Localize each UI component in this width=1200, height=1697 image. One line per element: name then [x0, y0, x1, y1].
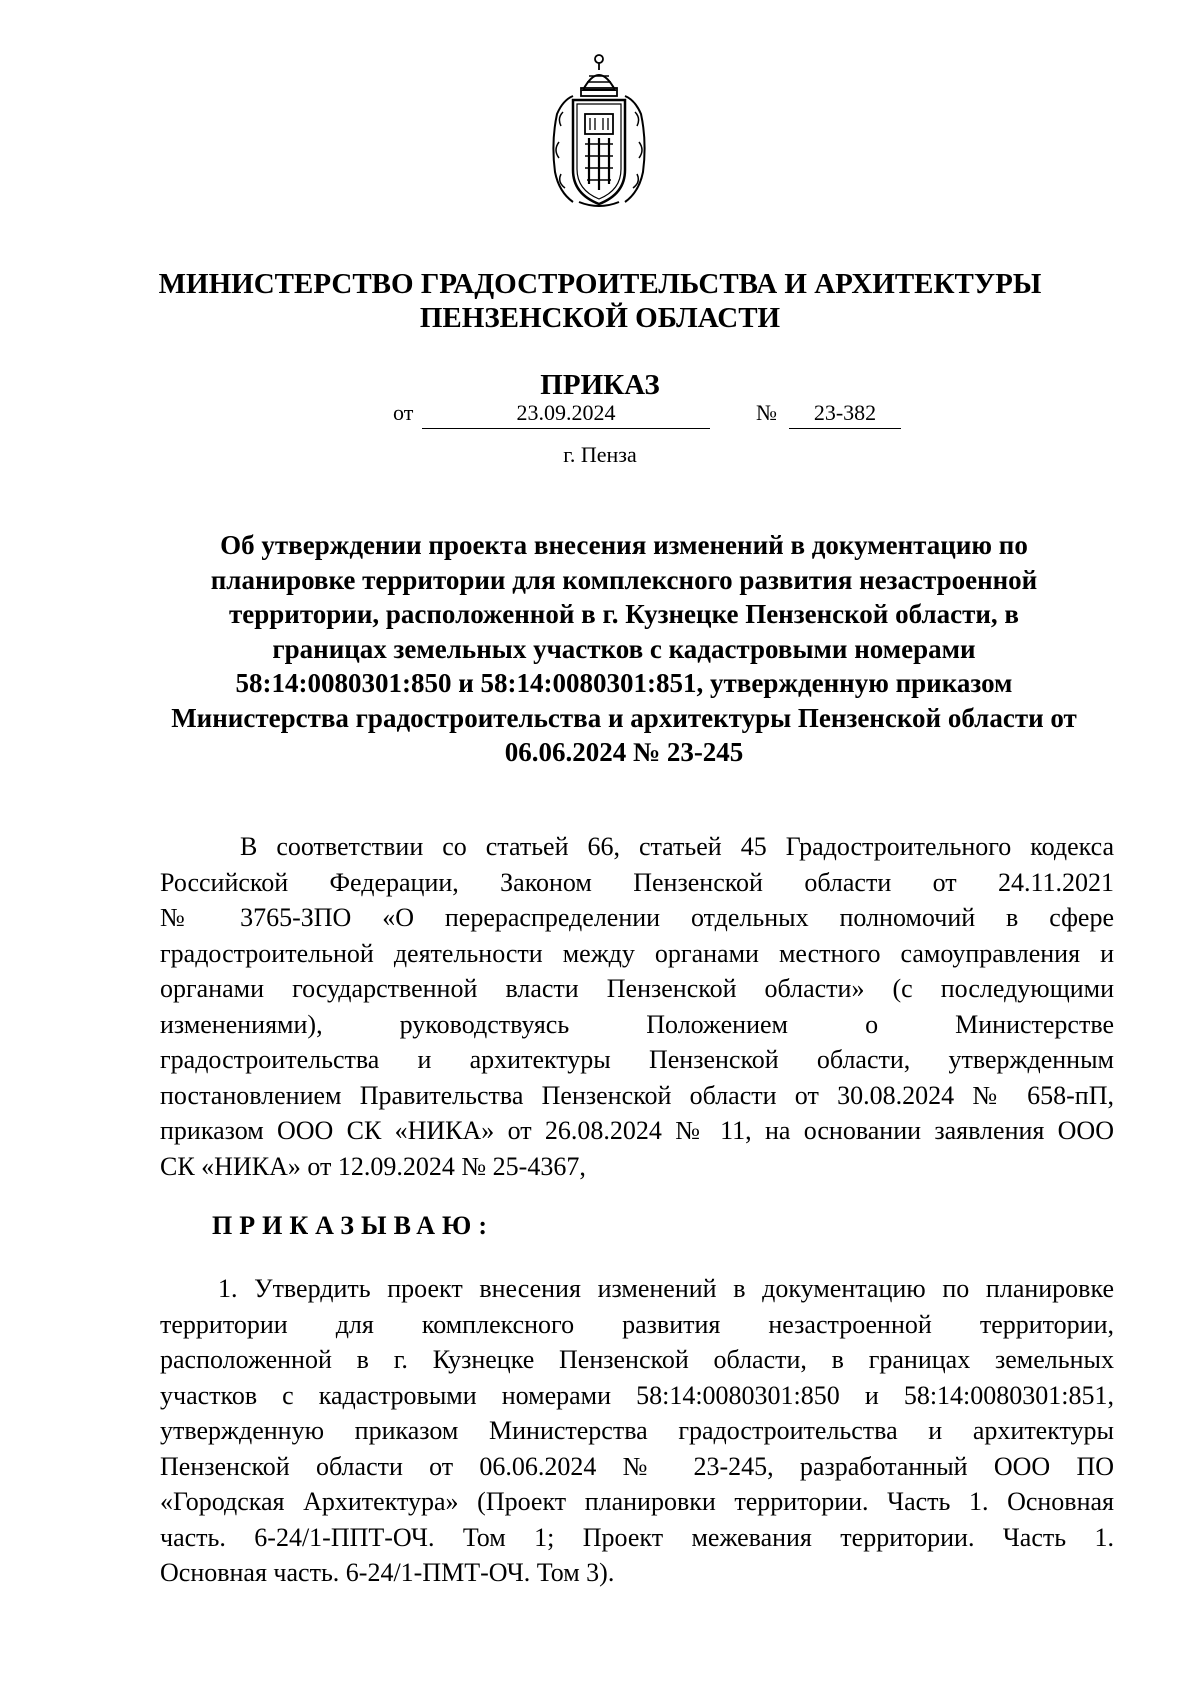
subject-line: границах земельных участков с кадастровыми номерами: [272, 633, 976, 664]
item-line: Пензенской области от 06.06.2024 № 23-245, разработанный ООО ПО: [160, 1451, 1114, 1481]
order-item-1: [160, 1271, 1114, 1591]
ministry-name-line1: МИНИСТЕРСТВО ГРАДОСТРОИТЕЛЬСТВА И АРХИТЕКТУРЫ: [158, 268, 1042, 300]
item-line: часть. 6-24/1-ППТ-ОЧ. Том 1; Проект межевания территории. Часть 1.: [160, 1522, 1114, 1552]
item-line: участков с кадастровыми номерами 58:14:0080301:850 и 58:14:0080301:851,: [160, 1380, 1114, 1410]
city: г. Пенза: [563, 442, 637, 467]
order-number: 23-382: [789, 400, 901, 429]
preamble-line: постановлением Правительства Пензенской области от 30.08.2024 № 658-пП,: [160, 1080, 1114, 1110]
preamble-line: СК «НИКА» от 12.09.2024 № 25-4367,: [160, 1151, 586, 1181]
subject-line: Об утверждении проекта внесения изменений в документацию по: [220, 530, 1028, 560]
number-label: №: [756, 400, 777, 425]
subject-line: планировке территории для комплексного развития незастроенной: [210, 564, 1038, 595]
preamble-line: изменениями), руководствуясь Положением о Министерстве: [160, 1009, 1114, 1039]
item-line: расположенной в г. Кузнецке Пензенской области, в границах земельных: [160, 1345, 1114, 1374]
preamble-line: Российской Федерации, Законом Пензенской области от 24.11.2021: [160, 867, 1114, 897]
subject-line: Министерства градостроительства и архитектуры Пензенской области от: [171, 702, 1077, 733]
subject-line: 58:14:0080301:850 и 58:14:0080301:851, утвержденную приказом: [235, 668, 1013, 698]
date-label: от: [393, 400, 414, 425]
order-subject: [160, 528, 1088, 770]
item-line: территории для комплексного развития незастроенной территории,: [160, 1309, 1114, 1339]
item-line: утвержденную приказом Министерства градостроительства и архитектуры: [160, 1416, 1114, 1445]
preamble-line: № 3765-ЗПО «О перераспределении отдельных полномочий в сфере: [160, 903, 1114, 932]
order-title: ПРИКАЗ: [540, 369, 660, 401]
subject-line: 06.06.2024 № 23-245: [504, 737, 744, 767]
ministry-name-line2: ПЕНЗЕНСКОЙ ОБЛАСТИ: [419, 302, 781, 334]
preamble-line: градостроительства и архитектуры Пензенской области, утвержденным: [160, 1045, 1114, 1074]
item-line: 1. Утвердить проект внесения изменений в документацию по планировке: [218, 1274, 1114, 1303]
preamble-line: органами государственной власти Пензенской области» (с последующими: [160, 974, 1114, 1003]
preamble-line: приказом ООО СК «НИКА» от 26.08.2024 № 11, на основании заявления ООО: [160, 1116, 1114, 1145]
preamble-line: В соответствии со статьей 66, статьей 45 Градостроительного кодекса: [240, 832, 1114, 861]
decree-heading: ПРИКАЗЫВАЮ:: [212, 1211, 494, 1240]
preamble-paragraph: [160, 829, 1114, 1184]
order-date: 23.09.2024: [422, 400, 710, 429]
coat-of-arms-icon: [543, 52, 655, 210]
preamble-line: градостроительной деятельности между органами местного самоуправления и: [160, 938, 1114, 968]
item-line: Основная часть. 6-24/1-ПМТ-ОЧ. Том 3).: [160, 1558, 615, 1587]
item-line: «Городская Архитектура» (Проект планировки территории. Часть 1. Основная: [160, 1487, 1114, 1516]
subject-line: территории, расположенной в г. Кузнецке Пензенской области, в: [229, 599, 1019, 629]
